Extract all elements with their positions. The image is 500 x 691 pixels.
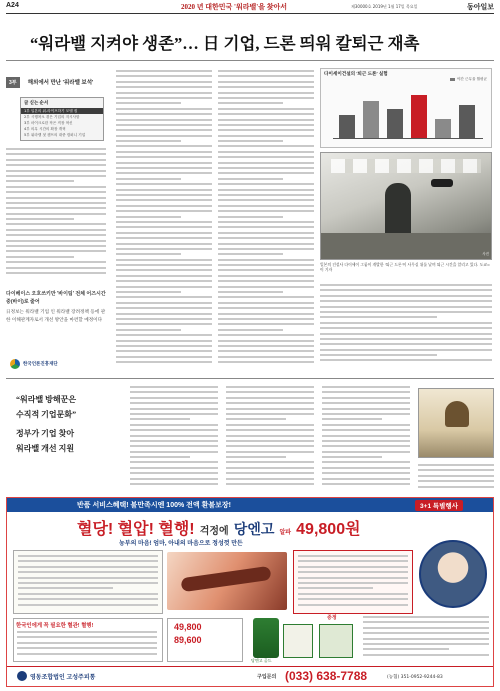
- sponsor-logo: [10, 358, 100, 370]
- chart-bar: [411, 95, 427, 139]
- sponsor-emblem-icon: [10, 359, 20, 369]
- ad-company-logo: [17, 671, 95, 681]
- ad-product-bottle: [253, 618, 279, 658]
- pullquote-line: 워라밸 개선 지원: [16, 444, 75, 453]
- ad-product-label: 당엔고 골드: [251, 658, 272, 663]
- ad-product-box-pkg: [283, 624, 313, 658]
- photo-desk: [321, 233, 492, 259]
- photo-caption-a: 다이베이스 오호쓰키만 '바이팀' 전체 어즈시간 중(바이)로 줄어: [6, 291, 106, 305]
- ad-gift-label: 증정: [327, 615, 337, 621]
- phone-sub: (농협) 351-0952-9244-83: [387, 675, 443, 680]
- chart-legend: [450, 77, 487, 82]
- legend-label: 야간 근무율 월평균: [456, 77, 487, 81]
- chart-bar: [339, 115, 355, 139]
- side-photo: [418, 388, 494, 458]
- masthead-slogan: 2020 년 대한민국 '워라밸'을 찾아서: [181, 3, 288, 11]
- lower-body-col3: [322, 386, 410, 492]
- chart-title: 다이세이건설의 '퇴근 드론' 실험: [324, 71, 388, 76]
- phone-label: 구입문의: [257, 674, 277, 680]
- toc-box: [20, 97, 104, 141]
- ad-price-label: 알파: [279, 530, 292, 536]
- ad-footer: [7, 666, 493, 686]
- ad-brand: 당엔고: [233, 523, 275, 538]
- ad-headline: [77, 516, 361, 539]
- company-emblem-icon: [17, 671, 27, 681]
- article-body-col3: [218, 70, 314, 372]
- masthead: [6, 2, 494, 14]
- series-title: 해외에서 만난 '워라밸 보석': [27, 80, 94, 86]
- pullquote-line: 수직적 기업문화”: [16, 410, 77, 419]
- phone-number[interactable]: (033) 638-7788: [285, 669, 368, 683]
- article-body-col1: [6, 148, 106, 278]
- ad-price-small-1: 49,800: [174, 622, 202, 632]
- photo-caption: 일본의 건설사 다이세이 그룹이 개발한 '퇴근 드론'이 사무실 위를 날며 퇴근 시간을 알리고 있다. 도쿄=이 기자: [320, 262, 491, 272]
- ad-gift-box: [319, 624, 353, 658]
- toc-heading: 글 싣는 순서: [24, 100, 49, 105]
- chart-bar: [363, 101, 379, 139]
- ad-subline: 농부의 마음! 엄마, 아내의 마음으로 정성껏 만든: [119, 541, 243, 547]
- ad-info-box: [13, 550, 163, 614]
- caption-block: [6, 290, 106, 324]
- ad-headline-a: 혈당! 혈압! 혈행!: [77, 521, 195, 538]
- bell-icon: [445, 401, 469, 427]
- side-photo-caption: [418, 464, 494, 490]
- ad-feature-box: [293, 550, 413, 614]
- chart-bar: [435, 119, 451, 139]
- toc-item: 4부 의무 시간의 확장 개혁: [24, 127, 66, 131]
- photo-ceiling-lights: [331, 159, 481, 173]
- feature-photo: [320, 152, 492, 260]
- ad-bottom-title: 한국인에게 꼭 필요한 혈관! 혈행!: [16, 623, 94, 629]
- pullquote-line: “워라밸 방해꾼은: [16, 395, 77, 404]
- pullquote: [16, 392, 116, 456]
- issue-info: 제30000호 2019년 1월 17일 목요일: [351, 4, 418, 9]
- ad-banner-text: 반품 서비스혜택! 불만족시엔 100% 전액 환불보장!: [77, 502, 232, 509]
- ad-product-image: [167, 552, 287, 610]
- ad-bottom-left: [13, 618, 163, 662]
- ad-doctor-photo: [419, 540, 487, 608]
- article-body-col4: [320, 284, 492, 364]
- toc-item: 1부 일본의 워-라이프하기 모델 집: [21, 108, 103, 114]
- headline: “워라밸 지켜야 생존”… 日 기업, 드론 띄워 칼퇴근 재촉: [30, 34, 420, 53]
- ad-headline-b: 걱정에: [199, 526, 229, 537]
- lower-body-col1: [130, 386, 218, 492]
- ad-badge: [415, 500, 463, 511]
- ad-right-info: [363, 614, 489, 662]
- photo-caption-b: 日정보는 워라밸 기업 인 워라밸 장려정책 등에 관한 이해관계자로서 개선 방안을 마련할 예정이다: [6, 310, 106, 323]
- pullquote-line: 정부가 기업 찾아: [16, 429, 75, 438]
- series-tag: 3부: [6, 77, 20, 88]
- legend-swatch: [450, 78, 455, 81]
- ad-price-box: [167, 618, 243, 662]
- chart-bar: [459, 105, 475, 139]
- chart-bar: [387, 109, 403, 139]
- photo-label: 사진: [482, 252, 489, 256]
- ad-price: 49,800원: [296, 521, 361, 538]
- sponsor-name: 한국언론진흥재단: [23, 361, 58, 366]
- toc-item: 2부 시행착오 겪은 기업의 지시사항: [24, 115, 80, 119]
- photo-drone-icon: [431, 179, 453, 187]
- chart-box: [320, 68, 492, 148]
- toc-item: 3부 마이크로한 작은 직장 혁신: [24, 121, 73, 125]
- toc-item: 5부 워라밸 첫 캠프의 대중 컴퍼니 기업: [24, 133, 86, 137]
- advertisement: [6, 497, 494, 687]
- ad-product-box: [247, 614, 357, 664]
- series-header: [6, 69, 112, 86]
- lower-body-col2: [226, 386, 314, 492]
- ad-price-small-2: 89,600: [174, 635, 202, 645]
- chart-axis: [333, 138, 483, 139]
- ad-badge-text: 3+1 특별행사: [420, 503, 458, 510]
- chart-figure: [325, 83, 487, 145]
- newspaper-name: 동아일보: [466, 3, 494, 11]
- article-body-col2: [116, 70, 212, 372]
- company-name: 영동조합법인 고성주피통: [30, 674, 96, 681]
- page-number: A24: [6, 2, 19, 9]
- ad-herb-shape: [180, 566, 271, 592]
